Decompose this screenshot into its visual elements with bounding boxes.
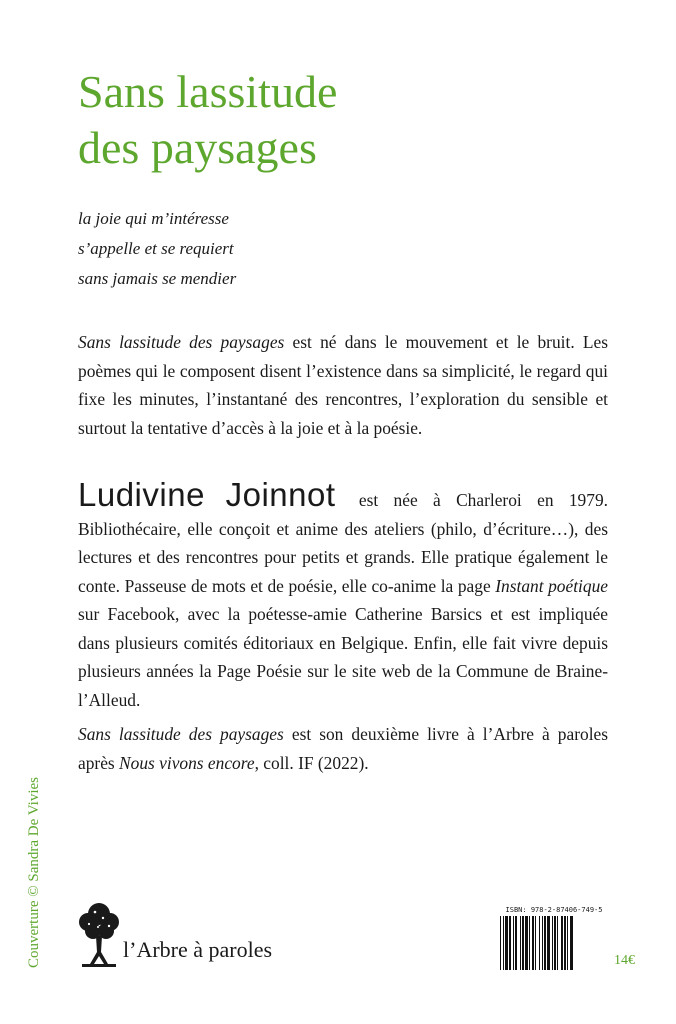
publisher-name: l’Arbre à paroles: [123, 937, 273, 962]
bio-page-name: Instant poétique: [495, 575, 608, 596]
closing-previous-book: Nous vivons encore: [119, 752, 255, 773]
barcode: [498, 906, 610, 972]
epigraph: [78, 204, 478, 294]
blurb-book-title: Sans lassitude des paysages: [78, 332, 285, 352]
closing-book-title: Sans lassitude des paysages: [78, 724, 284, 744]
isbn-label: ISBN: 978-2-87406-749-5: [505, 906, 603, 914]
closing-note: [78, 720, 608, 777]
author-bio: [78, 476, 608, 714]
epigraph-line: la joie qui m’intéresse: [78, 209, 229, 228]
epigraph-line: s’appelle et se requiert: [78, 239, 234, 258]
book-title-line-1: Sans lassitude: [78, 66, 338, 117]
price: 14€: [614, 953, 635, 968]
book-title: [78, 64, 598, 176]
cover-credit: Couverture © Sandra De Vivies: [26, 776, 42, 968]
blurb-text: est né dans le mouvement et le bruit. Les poèmes qui le composent disent l’existence dans sa simplicité, le regard qui fixe les minutes, l’instantané des rencontres, l’exploration du sensible et surtout la tentative d’accès à la joie et à la poésie.: [78, 332, 609, 438]
barcode-bars: [498, 916, 610, 972]
tree-icon: [76, 900, 122, 972]
bio-text-2: sur Facebook, avec la poétesse-amie Catherine Barsics et est impliquée dans plusieurs comités éditoriaux en Belgique. Enfin, elle fait vivre depuis plusieurs années la Page Poésie sur le site web de la Commune de Braine-l’Alleud.: [78, 604, 608, 710]
book-title-line-2: des paysages: [78, 122, 317, 173]
bio-text-1: est née à Charleroi en 1979. Bibliothécaire, elle conçoit et anime des ateliers (philo, d’écriture…), des lectures et des rencontres pour petits et grands. Elle pratique également le conte. Passeuse de mots et de poésie, elle co-anime la page: [78, 490, 608, 596]
closing-text-2: , coll. IF (2022).: [254, 752, 369, 773]
epigraph-line: sans jamais se mendier: [78, 269, 237, 288]
book-blurb: [78, 328, 608, 442]
author-name: Ludivine Joinnot: [78, 476, 336, 513]
closing-text-1: est son deuxième livre à l’Arbre à paroles après: [78, 724, 609, 773]
